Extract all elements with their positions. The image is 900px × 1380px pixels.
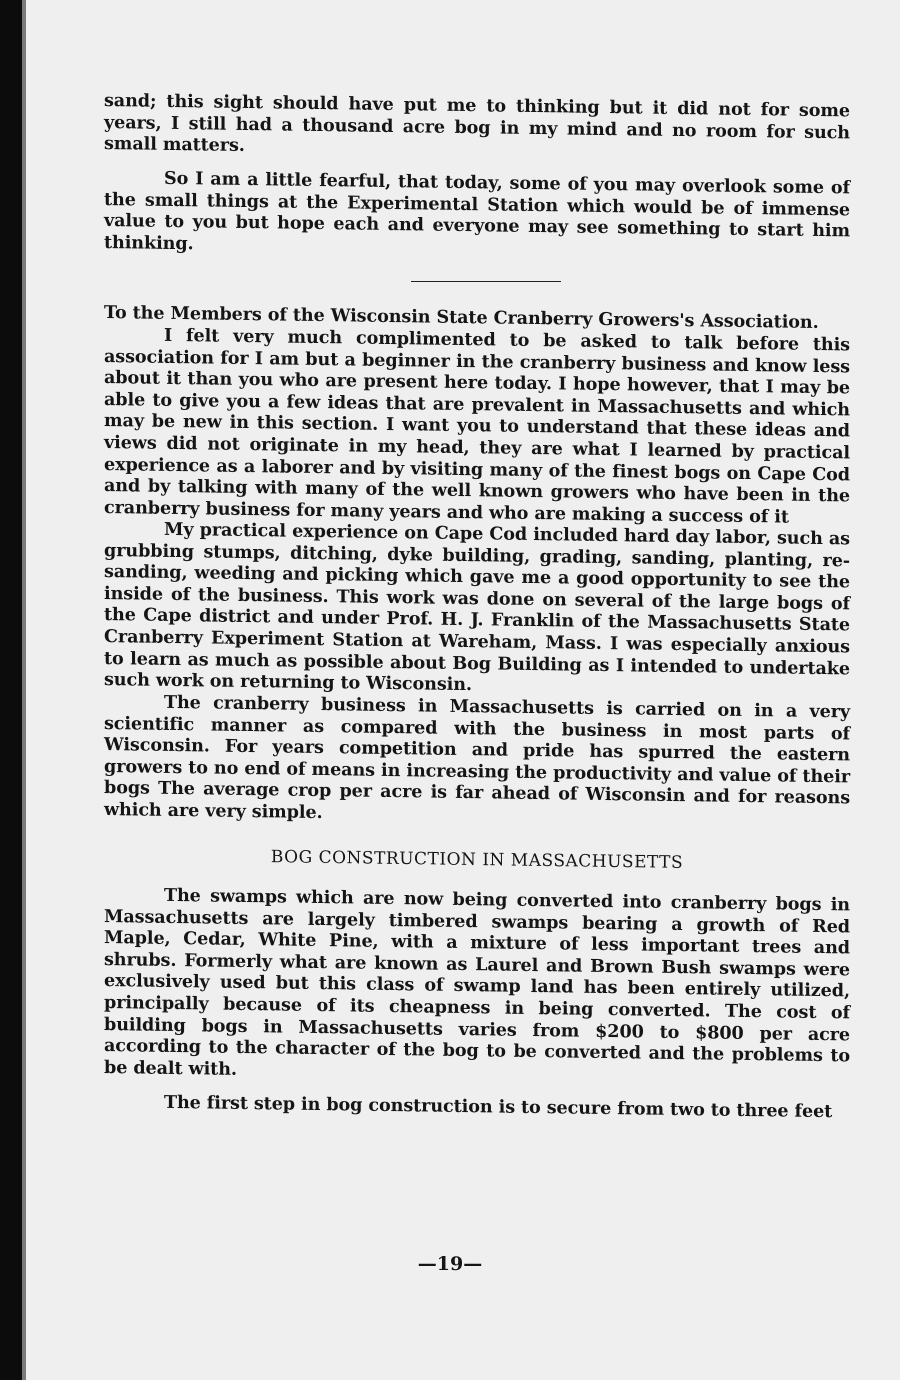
section-divider — [411, 281, 561, 282]
scan-border-shadow — [22, 0, 26, 1380]
scan-border — [0, 0, 22, 1380]
page-body — [104, 90, 850, 1122]
address-line: To the Members of the Wisconsin State Cranberry Growers's Association. — [104, 302, 819, 334]
paragraph-bottom-1: The swamps which are now being converted into cranberry bogs in Massachusetts are largely timbered swamps bearing a growth of Red Maple, Cedar, White Pine, with a mixture of less important trees and shrubs. Formerly what are known as Laurel and Brown Bush swamps were exclusively used but this class of swamp land has been entirely utilized, principally because of its cheapness in being converted. The cost of building bogs in Massachusetts varies from $200 to $800 per acre according to the character of the bog to be converted and the problems to be dealt with. — [104, 885, 850, 1081]
section-heading: BOG CONSTRUCTION IN MASSACHUSETTS — [270, 847, 684, 874]
paragraph-middle-1: I felt very much complimented to be asked to talk before this association for I am but a beginner in the cranberry business and know less about it than you who are present here today. I hope however, that I may be able to give you a few ideas that are prevalent in Massachusetts and which may be new in this section. I want you to understand that these ideas and views did not originate in my head, they are what I learned by practical experience as a laborer and by visiting many of the finest bogs on Cape Cod and by talking with many of the well known growers who have been in the cranberry business for many years and who are making a success of it — [104, 324, 850, 528]
paragraph-middle-3: The cranberry business in Massachusetts is carried on in a very scientific manner as compared with the business in most parts of Wisconsin. For years competition and pride has spurred the eastern growers to no end of means in increasing the productivity and value of their bogs The average crop per acre is far ahead of Wisconsin and for reasons which are very simple. — [104, 691, 850, 823]
page-number: —19— — [417, 1253, 483, 1275]
paragraph-middle-2: My practical experience on Cape Cod included hard day labor, such as grubbing stumps, ditching, dyke building, grading, sanding, planting, re-sanding, weeding and picking which gave me a good opportunity to see the inside of the business. This work was done on several of the large bogs of the Cape district and under Prof. H. J. Franklin of the Massachusetts State Cranberry Experiment Station at Wareham, Mass. I was especially anxious to learn as much as possible about Bog Building as I intended to undertake such work on returning to Wisconsin. — [104, 518, 850, 696]
paragraph-top-2: So I am a little fearful, that today, some of you may overlook some of the small things at the Experimental Station which would be of immense value to you but hope each and everyone may see something to start him thinking. — [104, 167, 850, 254]
paragraph-top-1: sand; this sight should have put me to thinking but it did not for some years, I still had a thousand acre bog in my mind and no room for such small matters. — [104, 90, 850, 157]
paragraph-bottom-2: The first step in bog construction is to secure from two to three feet — [164, 1091, 833, 1122]
